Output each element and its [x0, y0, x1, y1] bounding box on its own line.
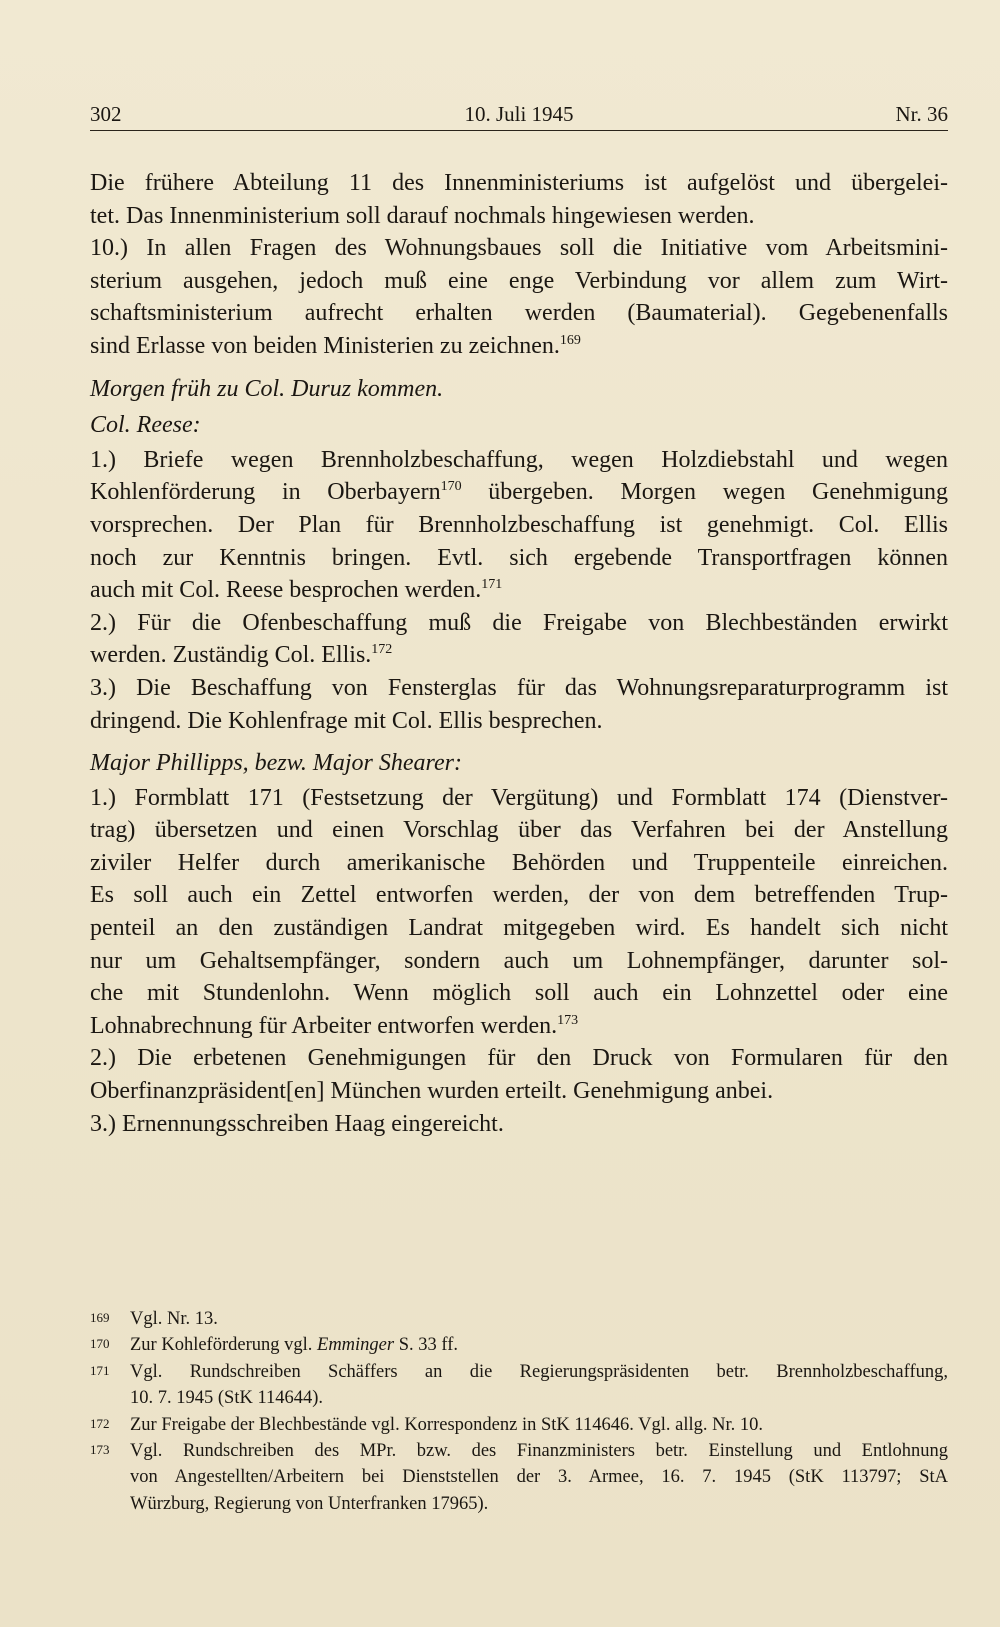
text-line: Die frühere Abteilung 11 des Innenministeriums ist aufgelöst und übergelei-: [90, 170, 948, 196]
text-fragment: Zur Kohleförderung vgl.: [130, 1335, 318, 1356]
text-line: Vgl. Rundschreiben Schäffers an die Regierungspräsidenten betr. Brennholzbeschaffung,: [130, 1361, 948, 1382]
text-line: 3.) Die Beschaffung von Fensterglas für das Wohnungsreparaturprogramm ist: [90, 674, 948, 701]
footnote-text: [130, 1438, 948, 1517]
footnote-ref-169[interactable]: 169: [559, 332, 581, 348]
text-line: [90, 476, 948, 509]
text-line: 1.) Briefe wegen Brennholzbeschaffung, wegen Holzdiebstahl und wegen: [90, 446, 948, 473]
footnote-ref-171[interactable]: 171: [481, 577, 503, 593]
text-line: [90, 330, 948, 363]
text-fragment: S. 33 ff.: [394, 1335, 458, 1356]
text-line: sterium ausgehen, jedoch muß eine enge Verbindung vor allem zum Wirt-: [90, 267, 948, 294]
running-header: [90, 100, 948, 131]
footnote-171: [90, 1359, 948, 1412]
heading-duruz: Morgen früh zu Col. Duruz kommen.: [90, 375, 444, 402]
footnote-173: [90, 1438, 948, 1517]
footnote-number: 173: [90, 1442, 110, 1458]
reese-item-2: [90, 607, 948, 672]
text-line: 10.) In allen Fragen des Wohnungsbaues soll die Initiative vom Arbeitsmini-: [90, 235, 948, 262]
text-line: noch zur Kenntnis bringen. Evtl. sich ergebende Transportfragen können: [90, 544, 948, 571]
footnote-text: [130, 1359, 948, 1412]
footnote-170: [90, 1332, 948, 1358]
footnote-text: Zur Freigabe der Blechbestände vgl. Korrespondenz in StK 114646. Vgl. allg. Nr. 10.: [130, 1414, 763, 1435]
text-line: Vgl. Rundschreiben des MPr. bzw. des Finanzministers betr. Einstellung und Entlohnung: [130, 1441, 948, 1462]
text-line: vorsprechen. Der Plan für Brennholzbeschaffung ist genehmigt. Col. Ellis: [90, 511, 948, 538]
major-item-1: [90, 782, 948, 1043]
text-line: che mit Stundenlohn. Wenn möglich soll auch ein Lohnzettel oder eine: [90, 980, 948, 1007]
text-line: Oberfinanzpräsident[en] München wurden erteilt. Genehmigung anbei.: [90, 1078, 774, 1105]
major-item-2: [90, 1042, 948, 1107]
text-line: von Angestellten/Arbeitern bei Dienststellen der 3. Armee, 16. 7. 1945 (StK 113797; StA: [130, 1467, 948, 1488]
text-line: [90, 639, 948, 672]
text-line: 2.) Die erbetenen Genehmigungen für den Druck von Formularen für den: [90, 1045, 948, 1072]
text-line: [90, 574, 948, 607]
document-number: Nr. 36: [895, 102, 948, 126]
header-date: 10. Juli 1945: [464, 102, 574, 126]
text-line: penteil an den zuständigen Landrat mitgegeben wird. Es handelt sich nicht: [90, 915, 948, 942]
text-line: tet. Das Innenministerium soll darauf nochmals hingewiesen werden.: [90, 202, 755, 229]
text-fragment: Kohlenförderung in Oberbayern: [90, 479, 441, 506]
footnote-number: 169: [90, 1310, 110, 1325]
text-line: 10. 7. 1945 (StK 114644).: [130, 1388, 324, 1409]
text-line: 3.) Ernennungsschreiben Haag eingereicht.: [90, 1110, 504, 1137]
footnote-169: [90, 1306, 948, 1332]
text-fragment: sind Erlasse von beiden Ministerien zu zeichnen.: [90, 332, 560, 359]
major-item-3: [90, 1108, 948, 1141]
text-line: [90, 1010, 948, 1043]
paragraph-wohnungsbau: [90, 232, 948, 362]
footnote-ref-170[interactable]: 170: [440, 479, 462, 495]
footnote-ref-173[interactable]: 173: [557, 1012, 579, 1028]
text-line: 1.) Formblatt 171 (Festsetzung der Vergütung) und Formblatt 174 (Dienstver-: [90, 784, 948, 811]
paragraph-abteilung: [90, 167, 948, 232]
footnote-text: Vgl. Nr. 13.: [130, 1309, 218, 1329]
text-fragment: werden. Zuständig Col. Ellis.: [90, 642, 372, 669]
text-line: Würzburg, Regierung von Unterfranken 17965).: [130, 1493, 489, 1514]
heading-major-phillipps: Major Phillipps, bezw. Major Shearer:: [90, 750, 462, 777]
text-line: dringend. Die Kohlenfrage mit Col. Ellis besprechen.: [90, 707, 603, 734]
text-line: Es soll auch ein Zettel entworfen werden, der von dem betreffenden Trup-: [90, 882, 948, 909]
heading-col-reese: Col. Reese:: [90, 412, 201, 439]
footnote-number: 171: [90, 1362, 110, 1378]
page-number: 302: [90, 102, 122, 126]
reese-item-3: [90, 672, 948, 737]
main-text: [90, 167, 948, 1140]
text-fragment: auch mit Col. Reese besprochen werden.: [90, 577, 482, 604]
footnotes: [90, 1306, 948, 1517]
footnote-172: [90, 1412, 948, 1438]
text-fragment: Lohnabrechnung für Arbeiter entworfen werden.: [90, 1012, 558, 1039]
footnote-number: 172: [90, 1415, 110, 1431]
text-line: nur um Gehaltsempfänger, sondern auch um Lohnempfänger, darunter sol-: [90, 947, 948, 974]
text-line: ziviler Helfer durch amerikanische Behörden und Truppenteile einreichen.: [90, 849, 948, 876]
text-line: schaftsministerium aufrecht erhalten werden (Baumaterial). Gegebenenfalls: [90, 300, 948, 327]
footnote-text: [130, 1332, 948, 1358]
reese-item-1: [90, 444, 948, 607]
text-fragment: übergeben. Morgen wegen Genehmigung: [461, 479, 948, 506]
author-name: Emminger: [317, 1335, 395, 1356]
footnote-number: 170: [90, 1336, 110, 1352]
footnote-ref-172[interactable]: 172: [371, 642, 393, 658]
text-line: trag) übersetzen und einen Vorschlag über das Verfahren bei der Anstellung: [90, 817, 948, 844]
text-line: 2.) Für die Ofenbeschaffung muß die Freigabe von Blechbeständen erwirkt: [90, 609, 948, 636]
